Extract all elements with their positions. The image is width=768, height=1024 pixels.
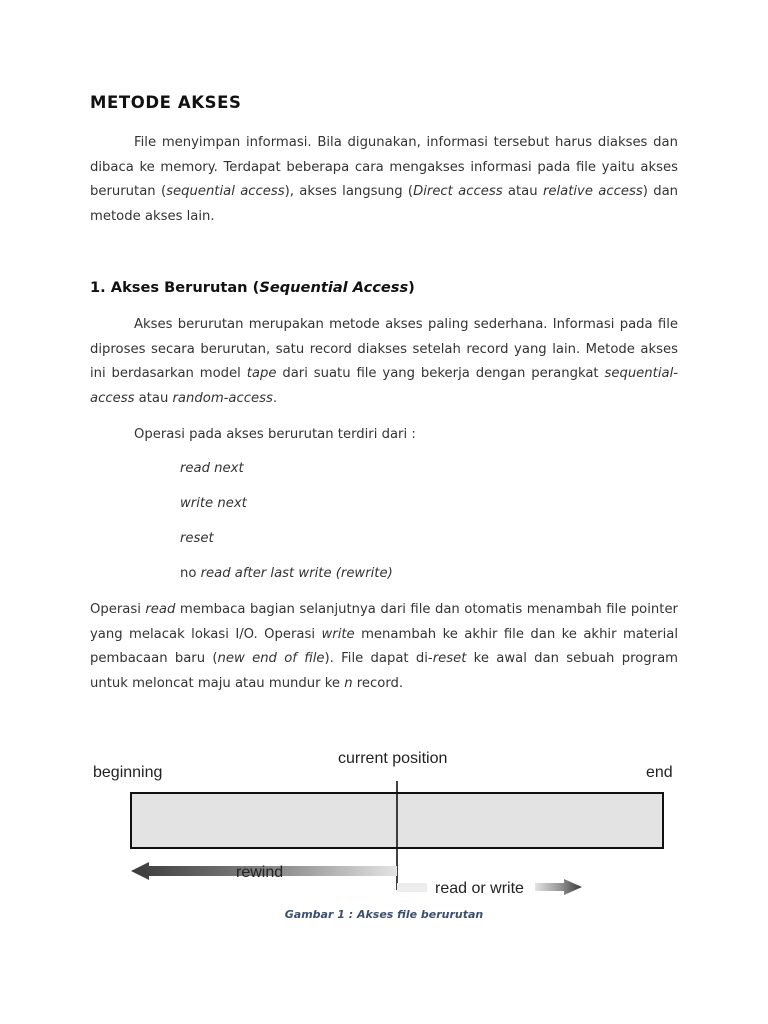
operation-write-next: write next: [180, 496, 247, 511]
label-read-or-write: read or write: [435, 880, 524, 897]
operation-reset: reset: [180, 531, 214, 546]
operations-intro: Operasi pada akses berurutan terdiri dari :: [134, 427, 416, 442]
sequential-paragraph: Akses berurutan merupakan metode akses paling sederhana. Informasi pada file diproses secara berurutan, satu record diakses setelah record yang lain. Metode akses ini berdasarkan model tape dari suatu file yang bekerja dengan perangkat sequential-access atau random-access.: [90, 317, 678, 406]
page-title: METODE AKSES: [90, 93, 242, 112]
label-end: end: [646, 764, 673, 781]
operation-read-next: read next: [180, 461, 244, 476]
label-beginning: beginning: [93, 764, 163, 781]
read-write-bar: [397, 883, 427, 892]
figure-caption: Gambar 1 : Akses file berurutan: [284, 908, 484, 921]
operation-rewrite: no read after last write (rewrite): [180, 566, 393, 581]
intro-paragraph: File menyimpan informasi. Bila digunakan, informasi tersebut harus diakses dan dibaca ke memory. Terdapat beberapa cara mengakses informasi pada file yaitu akses berurutan (sequential access), akses langsung (Direct access atau relative access) dan metode akses lain.: [90, 135, 679, 224]
section-heading: 1. Akses Berurutan (Sequential Access): [90, 279, 415, 296]
label-rewind: rewind: [236, 864, 284, 881]
operations-paragraph: Operasi read membaca bagian selanjutnya dari file dan otomatis menambah file pointer yang melacak lokasi I/O. Operasi write menambah ke akhir file dan ke akhir material pembacaan baru (new end of file). File dapat di-reset ke awal dan sebuah program untuk meloncat maju atau mundur ke n record.: [90, 602, 679, 691]
label-current-position: current position: [338, 750, 448, 767]
